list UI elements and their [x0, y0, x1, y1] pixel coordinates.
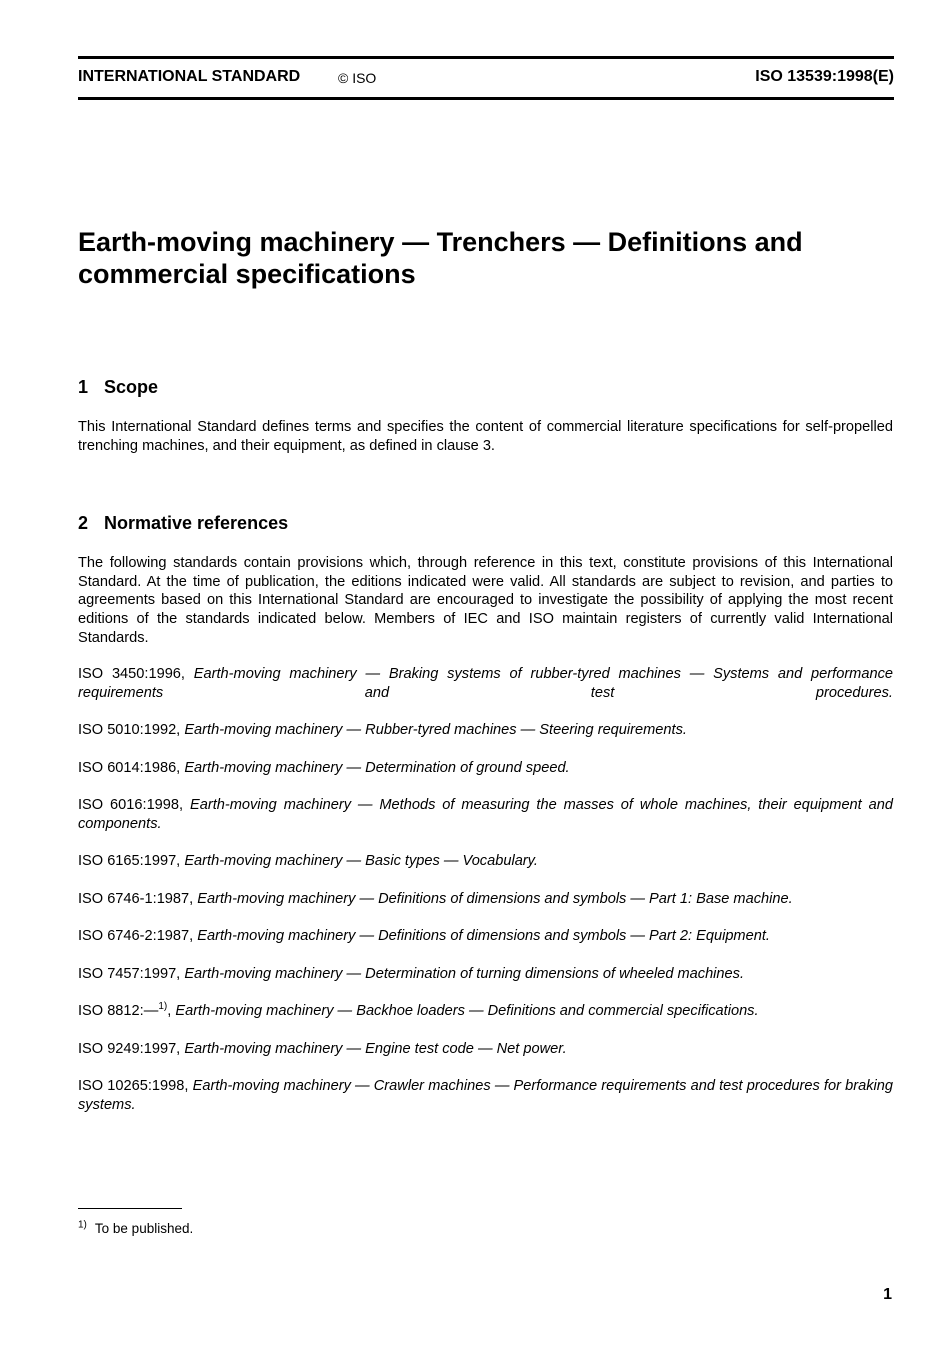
reference-code: ISO 6746-2:1987,	[78, 928, 194, 944]
reference-code: ISO 8812:—	[78, 1003, 159, 1019]
clause-number: 2	[78, 513, 89, 533]
footnote-text: To be published.	[94, 1221, 194, 1236]
reference-item	[78, 796, 893, 833]
reference-code: ISO 6016:1998,	[78, 797, 184, 813]
reference-item	[78, 665, 893, 702]
reference-item	[78, 965, 893, 984]
reference-code: ISO 7457:1997,	[78, 966, 181, 982]
clause-number: 1	[78, 377, 89, 397]
reference-code: ISO 6014:1986,	[78, 760, 181, 776]
reference-title: Earth-moving machinery — Determination of turning dimensions of wheeled machines.	[184, 966, 745, 982]
reference-item	[78, 890, 893, 909]
reference-title: Earth-moving machinery — Backhoe loaders — Definitions and commercial specifications.	[175, 1003, 759, 1019]
reference-code: ISO 6165:1997,	[78, 853, 181, 869]
reference-separator: ,	[167, 1003, 172, 1019]
running-header	[78, 56, 894, 100]
reference-title: Earth-moving machinery — Definitions of dimensions and symbols — Part 1: Base machine.	[197, 891, 793, 907]
scope-paragraph: This International Standard defines terms and specifies the content of commercial literature specifications for self-propelled trenching machines, and their equipment, as defined in clause 3.	[78, 419, 893, 454]
reference-item	[78, 1002, 893, 1021]
clause-2-heading	[78, 513, 288, 534]
title-line-1: Earth-moving machinery — Trenchers — Definitions and	[78, 227, 803, 257]
clause-title: Normative references	[104, 513, 289, 533]
clause-title: Scope	[104, 377, 159, 397]
reference-title: Earth-moving machinery — Engine test code — Net power.	[184, 1041, 567, 1057]
reference-code: ISO 9249:1997,	[78, 1041, 181, 1057]
reference-title: Earth-moving machinery — Determination of ground speed.	[184, 760, 570, 776]
reference-title: Earth-moving machinery — Basic types — Vocabulary.	[184, 853, 538, 869]
standard-number: ISO 13539:1998(E)	[755, 68, 894, 85]
document-type: INTERNATIONAL STANDARD	[78, 68, 301, 85]
normative-paragraph: The following standards contain provisions which, through reference in this text, constitute provisions of this International Standard. At the time of publication, the editions indicated were valid. All standards are subject to revision, and parties to agreements based on this International Standard are encouraged to investigate the possibility of applying the most recent editions of the standards indicated below. Members of IEC and ISO maintain registers of currently valid International Standards.	[78, 555, 893, 646]
footnote-separator	[78, 1208, 182, 1209]
reference-item	[78, 927, 893, 946]
title-line-2: commercial specifications	[78, 259, 416, 289]
document-title	[78, 226, 894, 290]
reference-item	[78, 1077, 893, 1114]
reference-item	[78, 759, 893, 778]
reference-item	[78, 721, 893, 740]
reference-code: ISO 5010:1992,	[78, 722, 181, 738]
copyright-notice: © ISO	[338, 70, 377, 86]
reference-item	[78, 1040, 893, 1059]
reference-code: ISO 6746-1:1987,	[78, 891, 194, 907]
footnote	[78, 1221, 193, 1236]
reference-title: Earth-moving machinery — Rubber-tyred machines — Steering requirements.	[184, 722, 687, 738]
reference-title: Earth-moving machinery — Definitions of dimensions and symbols — Part 2: Equipment.	[197, 928, 770, 944]
reference-title: Earth-moving machinery — Methods of measuring the masses of whole machines, their equipment and components.	[78, 797, 893, 832]
footnote-marker: 1)	[78, 1219, 87, 1231]
page-number: 1	[883, 1286, 892, 1303]
reference-code: ISO 10265:1998,	[78, 1078, 189, 1094]
reference-title: Earth-moving machinery — Braking systems of rubber-tyred machines — Systems and performance requirements and test procedures.	[78, 666, 893, 701]
reference-code: ISO 3450:1996,	[78, 666, 185, 682]
reference-title: Earth-moving machinery — Crawler machines — Performance requirements and test procedures for braking systems.	[78, 1078, 893, 1113]
reference-item	[78, 852, 893, 871]
clause-1-heading	[78, 377, 158, 398]
footnote-marker: 1)	[158, 1001, 168, 1013]
